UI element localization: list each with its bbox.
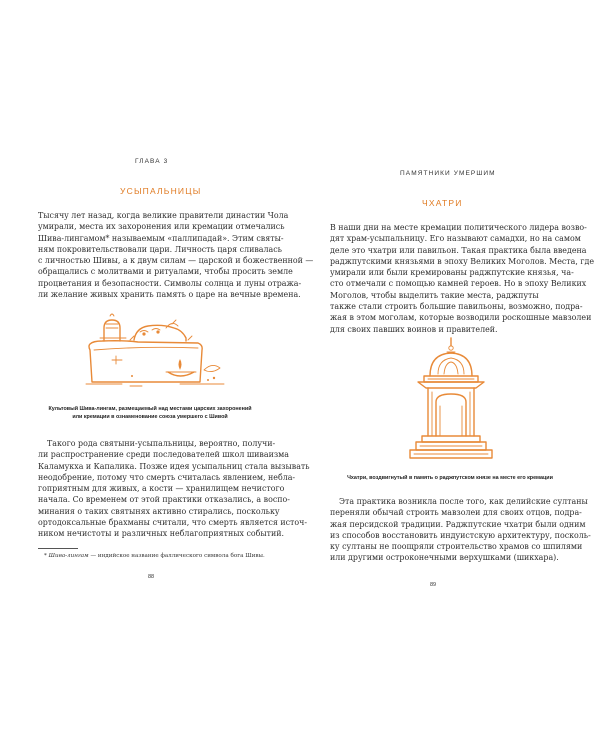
caption-line: Культовый Шива-лингам, размещаемый над местами царских захоронений: [48, 406, 252, 412]
text-line: ням покровительствовали цари. Личность царя сливалась: [38, 244, 282, 254]
text-line: неодобрение, потому что смерть считалась явлением, небла-: [38, 472, 296, 482]
page-number-left: 88: [148, 574, 155, 580]
text-line: гоприятным для живых, а кости — хранилищем нечистого: [38, 484, 285, 494]
text-line: ли распространение среди последователей школ шиваизма: [38, 450, 289, 460]
footnote-term: Шива-лингам: [48, 553, 89, 559]
running-head-title: ПАМЯТНИКИ УМЕРШИМ: [400, 170, 496, 177]
section-title-right: ЧХАТРИ: [422, 198, 463, 208]
text-line: деле это чхатри или павильон. Такая практика была введена: [330, 245, 587, 255]
text-line: минания о таких святынях активно стирались, поскольку: [38, 506, 280, 516]
text-line: жая в этом моголам, которые возводили роскошные мавзолеи: [330, 313, 592, 323]
text-line: ку султаны не поощряли строительство храмов со шпилями: [330, 542, 583, 552]
running-head-chapter: ГЛАВА 3: [135, 158, 169, 165]
text-line: ортодоксальные брахманы считали, что смерть является источ-: [38, 518, 308, 528]
text-line: также стали строить большие павильоны, возможно, подра-: [330, 302, 583, 312]
right-caption: [330, 474, 570, 482]
footnote-divider: [38, 548, 78, 549]
left-paragraph-1: [38, 210, 313, 300]
text-line: ли желание живых хранить память о царе на вечные времена.: [38, 290, 301, 300]
text-line: ником нечистоты и различных неблагоприятных событий.: [38, 529, 285, 539]
left-paragraph-2: [38, 438, 310, 540]
caption-line: или кремации в ознаменование союза умершего с Шивой: [72, 414, 228, 421]
text-line: умирали или были кремированы раджпутские князья, ча-: [330, 268, 574, 278]
shiva-lingam-shrine-illustration: [82, 310, 232, 392]
text-line: Тысячу лет назад, когда великие правители династии Чола: [38, 211, 289, 220]
text-line: или другими остроконечными верхушками (шикхара).: [330, 553, 559, 563]
section-title-left: УСЫПАЛЬНИЦЫ: [120, 186, 202, 196]
text-line: для своих павших воинов и правителей.: [330, 324, 498, 334]
caption-line: Чхатри, воздвигнутый в память о раджпутском князе на месте его кремации: [347, 475, 553, 481]
text-line: начала. Со временем от этой практики отказались, а воспо-: [38, 495, 290, 505]
chhatri-pavilion-illustration: [408, 336, 494, 464]
text-line: Такого рода святыни-усыпальницы, вероятно, получи-: [47, 439, 276, 448]
text-line: обращались с молитвами и ритуалами, чтобы просить земле: [38, 267, 293, 277]
text-line: умирали, места их захоронения или кремации отмечались: [38, 222, 285, 232]
text-line: Шива-лингамом* называемым «паллипадай». Этим святы-: [38, 233, 284, 243]
text-line: сто отмечали с помощью камней героев. Но в эпоху Великих: [330, 279, 587, 289]
right-page: [300, 0, 600, 750]
right-paragraph-2: [330, 496, 591, 564]
text-line: жая персидской традиции. Раджпутские чхатри были одним: [330, 519, 586, 529]
text-line: процветания и безопасности. Символы солнца и луны отража-: [38, 278, 302, 288]
text-line: В наши дни на месте кремации политического лидера возво-: [330, 223, 587, 232]
right-paragraph-1: [330, 222, 594, 335]
text-line: раджпутскими князьями в эпоху Великих Моголов. Места, где: [330, 256, 595, 266]
text-line: Эта практика возникла после того, как делийские султаны: [339, 497, 588, 506]
text-line: Каламукха и Капалика. Позже идея усыпальниц стала вызывать: [38, 461, 310, 471]
left-caption: [40, 405, 260, 422]
text-line: из способов восстановить индуистскую архитектуру, посколь-: [330, 530, 591, 540]
text-line: переняли обычай строить мавзолеи для своих отцов, подра-: [330, 508, 582, 518]
page-number-right: 89: [430, 582, 437, 588]
footnote: * Шива-лингам — индийское название фаллического символа бога Шивы.: [44, 553, 265, 559]
text-line: дят храм-усыпальницу. Его называют самадхи, но на самом: [330, 234, 581, 244]
text-line: Моголов, чтобы выделить такие места, раджпуты: [330, 290, 539, 300]
text-line: с личностью Шивы, а к двум силам — царской и божественной —: [38, 256, 314, 266]
